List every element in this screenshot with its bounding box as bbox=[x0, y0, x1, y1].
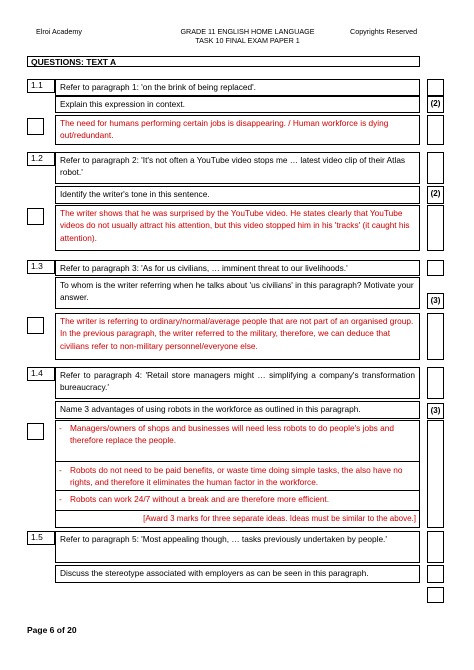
question-1-3-answer: The writer is referring to ordinary/normal/average people that are not part of an organised group. In the previous paragraph, the writer referred to the military, therefore, we can deduce that civilians refer to non-military personnel/everyone else. bbox=[55, 313, 420, 360]
mark-box bbox=[427, 531, 444, 563]
mark-box bbox=[427, 79, 444, 96]
question-1-4-prompt: Name 3 advantages of using robots in the workforce as outlined in this paragraph. bbox=[55, 401, 420, 419]
question-1-3-marks: (3) bbox=[427, 293, 444, 309]
question-1-3-reference: Refer to paragraph 3: 'As for us civilians, … imminent threat to our livelihoods.' bbox=[55, 260, 420, 276]
mark-box bbox=[427, 565, 444, 583]
question-1-4-answer-3: Robots can work 24/7 without a break and are therefore more efficient. bbox=[70, 494, 330, 504]
answer-marker-box bbox=[27, 423, 44, 440]
question-1-2-answer: The writer shows that he was surprised by the YouTube video. He states clearly that YouTube videos do not usually attract his attention, but this video stopped him in his 'tracks' (it caught his attention). bbox=[55, 205, 420, 251]
question-1-2-prompt: Identify the writer's tone in this sentence. bbox=[55, 186, 420, 204]
mark-box bbox=[427, 420, 444, 528]
bullet-marker: - bbox=[59, 465, 62, 475]
mark-box bbox=[427, 587, 444, 603]
mark-box bbox=[427, 205, 444, 251]
question-1-5-reference: Refer to paragraph 5: 'Most appealing though, … tasks previously undertaken by people.' bbox=[55, 531, 420, 563]
question-number-1-4: 1.4 bbox=[27, 367, 55, 381]
question-1-1-prompt: Explain this expression in context. bbox=[55, 96, 420, 113]
question-1-2-marks: (2) bbox=[427, 186, 444, 204]
section-title: QUESTIONS: TEXT A bbox=[27, 56, 420, 67]
question-number-1-3: 1.3 bbox=[27, 260, 55, 274]
exam-title-line2: TASK 10 FINAL EXAM PAPER 1 bbox=[195, 36, 300, 45]
divider bbox=[55, 490, 420, 491]
divider bbox=[55, 461, 420, 462]
copyright-notice: Copyrights Reserved bbox=[350, 27, 418, 36]
mark-box bbox=[427, 260, 444, 276]
question-1-4-answer-2: Robots do not need to be paid benefits, or waste time doing simple tasks, the also have no rights, and therefore it eliminates the human factor in the workforce. bbox=[70, 465, 403, 488]
question-1-2-reference: Refer to paragraph 2: 'It's not often a YouTube video stops me … latest video clip of their Atlas robot.' bbox=[55, 152, 420, 184]
question-1-4-answer-1: Managers/owners of shops and businesses will need less robots to do people's jobs and therefore replace the people. bbox=[70, 423, 394, 446]
question-1-3-prompt: To whom is the writer referring when he talks about 'us civilians' in this paragraph? Motivate your answer. bbox=[55, 277, 420, 309]
question-1-1-reference: Refer to paragraph 1: 'on the brink of being replaced'. bbox=[55, 79, 420, 96]
mark-box bbox=[427, 313, 444, 360]
exam-title bbox=[170, 27, 325, 45]
question-number-1-5: 1.5 bbox=[27, 531, 55, 545]
mark-box bbox=[427, 152, 444, 184]
question-number-1-1: 1.1 bbox=[27, 79, 55, 93]
exam-title-line1: GRADE 11 ENGLISH HOME LANGUAGE bbox=[180, 27, 315, 36]
answer-marker-box bbox=[27, 208, 44, 225]
bullet-marker: - bbox=[59, 423, 62, 433]
page-number: Page 6 of 20 bbox=[27, 625, 77, 635]
school-name: Elroi Academy bbox=[36, 27, 82, 36]
answer-marker-box bbox=[27, 118, 44, 135]
question-1-1-marks: (2) bbox=[427, 96, 444, 113]
marking-note: [Award 3 marks for three separate ideas. Ideas must be similar to the above.] bbox=[143, 514, 416, 523]
question-1-4-reference: Refer to paragraph 4: 'Retail store managers might … simplifying a company's transformation bureaucracy.' bbox=[55, 367, 420, 399]
mark-box bbox=[427, 367, 444, 399]
mark-box bbox=[427, 115, 444, 145]
question-1-5-prompt: Discuss the stereotype associated with employers as can be seen in this paragraph. bbox=[55, 565, 420, 583]
bullet-marker: - bbox=[59, 494, 62, 504]
question-1-1-answer: The need for humans performing certain jobs is disappearing. / Human workforce is dying out/redundant. bbox=[55, 115, 420, 145]
answer-marker-box bbox=[27, 317, 44, 334]
question-number-1-2: 1.2 bbox=[27, 152, 55, 166]
divider bbox=[55, 510, 420, 511]
question-1-4-marks: (3) bbox=[427, 403, 444, 419]
